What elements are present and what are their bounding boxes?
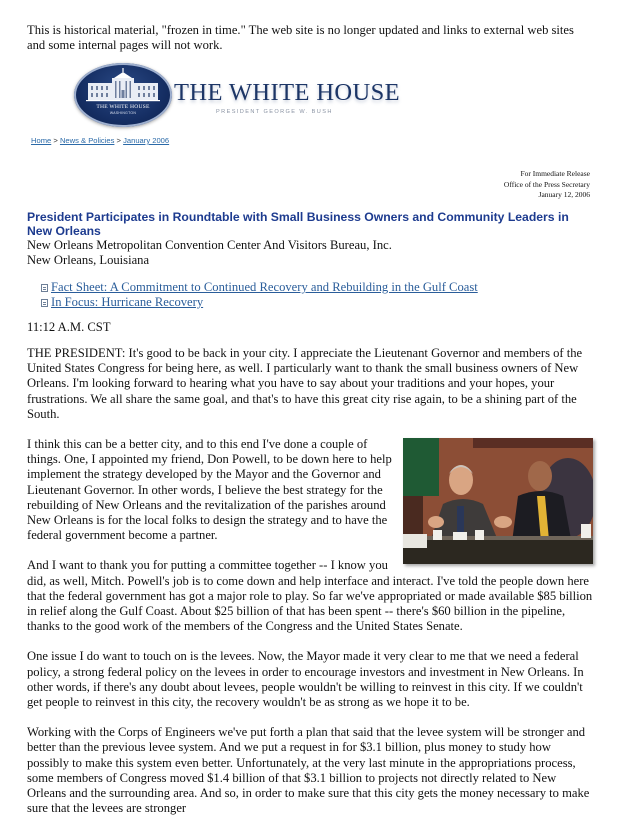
related-link-item	[41, 280, 478, 295]
paragraph: THE PRESIDENT: It's good to be back in your city. I appreciate the Lieutenant Governor and members of the United States Congress for being here, as well. I particularly want to thank the small business owners of New Orleans. I'm looking forward to hearing what you have to say about your traditions and your hopes, your frustrations. We all share the same goal, and that's to have this great city rise again, to be a shining part of the South.	[27, 346, 583, 421]
article-location	[27, 238, 593, 268]
seal-label: THE WHITE HOUSE	[96, 104, 150, 110]
article-place: New Orleans, Louisiana	[27, 253, 150, 267]
paragraph: One issue I do want to touch on is the levees. Now, the Mayor made it very clear to me that we need a federal policy, a strong federal policy on the levees in order to encourage investors and investment in New Orleans. In other words, if there's any doubt about levees, people wouldn't be willing to reinvest in this city. If we couldn't get people to reinvest in this city, the recovery wouldn't be as strong as we hope it to be.	[27, 649, 584, 710]
release-type: For Immediate Release	[520, 169, 590, 178]
document-icon	[41, 299, 48, 307]
article-headline: President Participates in Roundtable with Small Business Owners and Community Leaders in New Orleans	[27, 210, 569, 238]
article-venue: New Orleans Metropolitan Convention Center And Visitors Bureau, Inc.	[27, 238, 392, 252]
site-title[interactable]: THE WHITE HOUSE	[174, 79, 401, 106]
paragraph: And I want to thank you for putting a committee together -- I know you did, as well, Mitch. Powell's job is to come down and help interface and interact. I've told the people down here that the federal government has got a major role to play. So far we've appropriated or made available $85 billion in relief along the Gulf Coast. About $25 billion of that has been spent -- there's $60 billion in the pipeline, thanks to the good work of the members of the Congress and the United States Senate.	[27, 558, 593, 634]
seal-sublabel: WASHINGTON	[109, 111, 137, 115]
article-body	[27, 346, 593, 831]
white-house-building-icon	[74, 63, 172, 127]
historical-notice: This is historical material, "frozen in time." The web site is no longer updated and links to external web sites and some internal pages will not work.	[27, 23, 574, 53]
paragraph: Working with the Corps of Engineers we've put forth a plan that said that the levee system will be stronger and better than the previous levee system. And we put a request in for $3.1 billion, plus money to study how possibly to make this system even better. Unfortunately, at the very last minute in the appropriations process, some members of Congress moved $1.4 billion of that $3.1 billion to projects not directly related to New Orleans and the surrounding area. And so, in order to make sure that this city gets the money necessary to make sure that the levees are stronger	[27, 725, 590, 816]
breadcrumb-separator: >	[53, 136, 58, 145]
related-link-item	[41, 295, 478, 310]
masthead	[74, 63, 404, 129]
breadcrumb-news-policies[interactable]: News & Policies	[59, 136, 115, 145]
release-office: Office of the Press Secretary	[503, 179, 590, 189]
white-house-seal-logo[interactable]	[74, 63, 172, 127]
fact-sheet-link[interactable]: Fact Sheet: A Commitment to Continued Recovery and Rebuilding in the Gulf Coast	[51, 280, 478, 294]
breadcrumb	[31, 136, 169, 146]
breadcrumb-separator: >	[116, 136, 121, 145]
speech-time: 11:12 A.M. CST	[27, 320, 111, 334]
release-date: January 12, 2006	[538, 190, 590, 199]
breadcrumb-home[interactable]: Home	[31, 136, 52, 145]
release-info	[504, 169, 590, 201]
article-photo[interactable]	[403, 438, 593, 564]
breadcrumb-january-2006[interactable]: January 2006	[123, 136, 170, 145]
site-subtitle: PRESIDENT GEORGE W. BUSH	[216, 109, 333, 115]
paragraph: I think this can be a better city, and to this end I've done a couple of things. One, I appointed my friend, Don Powell, to be down here to help implement the strategy developed by the Mayor and the Governor and Lieutenant Governor. In other words, I believe the best strategy for the rebuilding of New Orleans and the revitalization of the parishes around New Orleans is for the local folks to design the strategy and to have the federal government become a partner.	[27, 437, 392, 543]
photo-image	[403, 438, 593, 564]
document-icon	[41, 284, 48, 292]
in-focus-hurricane-link[interactable]: In Focus: Hurricane Recovery	[51, 295, 204, 309]
related-links	[41, 280, 478, 310]
